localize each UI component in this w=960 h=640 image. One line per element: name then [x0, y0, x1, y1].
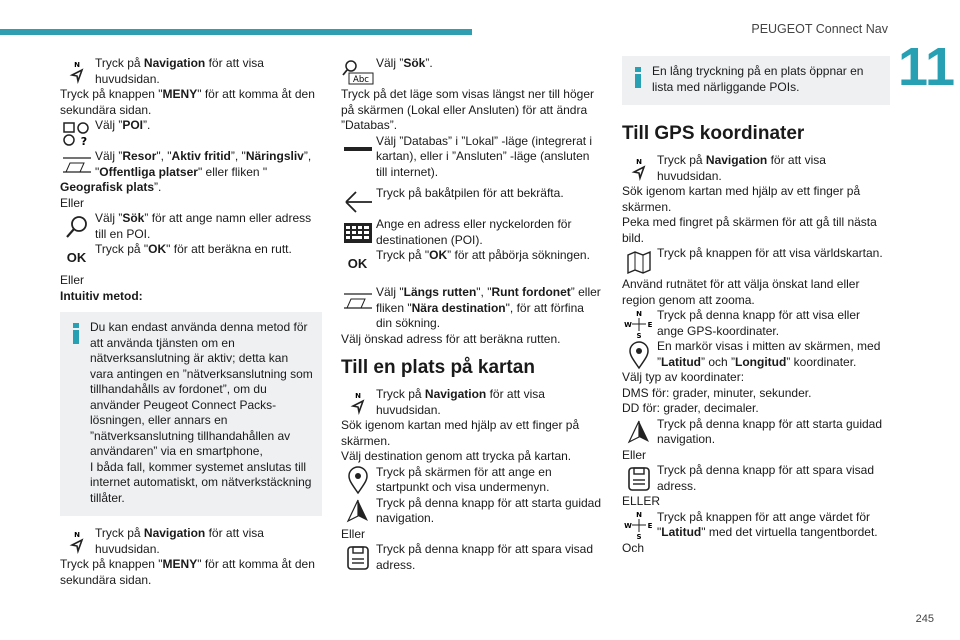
paragraph: Välj typ av koordinater:: [622, 370, 745, 384]
paragraph: Eller: [60, 195, 85, 210]
step-text: Välj ”Resor", "Aktiv fritid”, "Näringsliv”, "Offentliga platser" eller fliken ": [95, 149, 312, 179]
step-text: Tryck på Navigation för att visa huvudsidan.: [95, 56, 264, 86]
step-world-map: [622, 246, 890, 277]
note-text: En lång tryckning på en plats öppnar en lista med närliggande POIs.: [652, 64, 864, 94]
step-text: Välj ”Databas” i ”Lokal” -läge (integrerat i kartan), eller i ”Ansluten” -läge (ansluten till internet).: [376, 133, 593, 179]
info-icon: [68, 320, 84, 344]
step-text: Ange en adress eller nyckelorden för destinationen (POI).: [376, 217, 572, 247]
step-text: Tryck på knappen för att ange värdet för "Latitud" med det virtuella tangentbordet.: [657, 509, 878, 539]
ok-button-icon: OK: [347, 255, 368, 271]
paragraph: Geografisk plats”.: [60, 180, 162, 194]
svg-text:N: N: [635, 309, 642, 318]
column-2: [341, 56, 603, 573]
paragraph: Tryck på knappen "MENY" för att komma åt den sekundära sidan.: [60, 87, 315, 117]
navigation-arrow-icon: [622, 153, 655, 184]
step-text: Tryck på knappen för att visa världskartan.: [657, 246, 883, 260]
info-icon: [630, 64, 646, 88]
paragraph: Använd rutnätet för att välja önskat land eller region genom att zooma.: [622, 277, 860, 307]
svg-text:?: ?: [80, 134, 87, 148]
paragraph: Tryck på det läge som visas längst ner till höger på skärmen (Lokal eller Ansluten) för att ändra ”Databas”.: [341, 87, 595, 132]
navigation-arrow-icon: [341, 387, 374, 418]
step-ok: [60, 242, 322, 273]
info-note: [60, 312, 322, 516]
step-text: Tryck på denna knapp för att starta guidad navigation.: [376, 495, 602, 525]
location-pin-icon: [622, 339, 655, 370]
step-text: Tryck på skärmen för att ange en startpunkt och visa undermenyn.: [376, 464, 552, 494]
step-marker: [622, 339, 890, 370]
step-save: [341, 542, 603, 573]
guidance-arrow-icon: [341, 496, 374, 527]
svg-text:N: N: [635, 157, 642, 166]
paragraph: Sök igenom kartan med hjälp av ett finger på skärmen.: [341, 418, 580, 448]
navigation-arrow-icon: [60, 526, 93, 557]
svg-text:Abc: Abc: [352, 74, 369, 85]
step-text: Tryck på denna knapp för att spara visad adress.: [657, 463, 875, 493]
step-marker: [341, 465, 603, 496]
compass-icon: [622, 510, 655, 541]
location-pin-icon: [341, 465, 374, 496]
step-ok: [341, 248, 603, 279]
svg-text:N: N: [73, 60, 80, 69]
paragraph: Eller: [622, 447, 647, 462]
step-text: Tryck på Navigation för att visa huvudsidan.: [657, 153, 826, 183]
svg-text:N: N: [635, 511, 642, 519]
step-text: Tryck på bakåtpilen för att bekräfta.: [376, 186, 564, 200]
step-text: En markör visas i mitten av skärmen, med ”Latitud” och ”Longitud” koordinater.: [657, 339, 881, 369]
ok-button-icon: OK: [66, 249, 87, 265]
poi-shapes-icon: [60, 118, 93, 149]
step-navigation: [622, 153, 890, 184]
paragraph: Och: [622, 540, 645, 555]
step-guidance: [622, 417, 890, 448]
step-search: [60, 211, 322, 242]
step-text: Välj ”Sök” för att ange namn eller adress till en POI.: [95, 211, 312, 241]
minus-bar-icon: [341, 134, 374, 165]
paragraph: Sök igenom kartan med hjälp av ett finger på skärmen.: [622, 184, 861, 214]
section-heading: Till GPS koordinater: [622, 123, 805, 144]
keyboard-icon: [341, 217, 374, 248]
save-icon: [341, 542, 374, 573]
step-categories: [60, 149, 322, 180]
paragraph-heading: Intuitiv metod:: [60, 288, 143, 303]
paragraph: Eller: [60, 273, 85, 287]
paragraph: ELLER: [622, 494, 661, 508]
step-navigation-2: [60, 526, 322, 557]
svg-text:S: S: [635, 533, 642, 540]
svg-text:W: W: [623, 522, 632, 530]
svg-text:N: N: [73, 530, 80, 539]
info-note: [622, 56, 890, 105]
section-heading: Till en plats på kartan: [341, 357, 535, 378]
svg-text:E: E: [647, 522, 652, 530]
step-navigation: [60, 56, 322, 87]
column-3: [622, 56, 890, 556]
note-text: Du kan endast använda denna metod för att använda tjänsten om en nätverksanslutning är aktiv; detta kan vara antingen en ”nätverksanslutning som tillhandahålls av fordonet”, om du använder Peugeot Connect Packs-lösningen, eller annars en ”nätverksanslutning tillhandahållen av användaren” via en smartphone, I båda fall, kommer systemet anslutas till internet automatiskt, om nätverkstäckning tillåter.: [90, 320, 313, 505]
step-save: [622, 463, 890, 494]
step-text: Tryck på denna knapp för att starta guidad navigation.: [657, 416, 883, 446]
paragraph: Välj destination genom att trycka på kartan.: [341, 449, 572, 463]
world-map-icon: [622, 246, 655, 277]
search-abc-icon: [341, 56, 374, 87]
step-text: Tryck på "OK” för att påbörja sökningen.: [376, 248, 590, 262]
tab-icon: [60, 149, 93, 180]
back-arrow-icon: [341, 186, 374, 217]
step-text: Välj "Längs rutten", "Runt fordonet” eller fliken "Nära destination", för att förfina din sökning.: [376, 285, 601, 330]
step-latitude: [622, 510, 890, 541]
step-poi: [60, 118, 322, 149]
paragraph: Tryck på knappen "MENY" för att komma åt den sekundära sidan.: [60, 557, 315, 587]
step-database: [341, 134, 603, 181]
guidance-arrow-icon: [622, 417, 655, 448]
svg-text:S: S: [635, 331, 642, 339]
step-text: Tryck på Navigation för att visa huvudsidan.: [95, 526, 264, 556]
paragraph: Eller: [341, 526, 366, 541]
compass-icon: [622, 308, 655, 339]
svg-text:N: N: [354, 391, 361, 400]
step-text: Tryck på denna knapp för att spara visad adress.: [376, 542, 594, 572]
step-guidance: [341, 496, 603, 527]
step-search-abc: [341, 56, 603, 87]
page-number: 245: [915, 613, 934, 625]
svg-text:W: W: [623, 320, 632, 329]
paragraph: Peka med fingret på skärmen för att gå till nästa bild.: [622, 215, 877, 245]
navigation-arrow-icon: [60, 56, 93, 87]
paragraph: DMS för: grader, minuter, sekunder.: [622, 385, 812, 400]
step-back: [341, 186, 603, 217]
step-text: Välj ”POI”.: [95, 118, 151, 132]
paragraph: DD för: grader, decimaler.: [622, 401, 759, 415]
step-gps: [622, 308, 890, 339]
step-text: Tryck på denna knapp för att visa eller ange GPS-koordinater.: [657, 308, 860, 338]
step-text: Välj ”Sök”.: [376, 56, 433, 70]
page-header-title: PEUGEOT Connect Nav: [751, 22, 888, 36]
save-icon: [622, 463, 655, 494]
step-navigation: [341, 387, 603, 418]
paragraph: Välj önskad adress för att beräkna rutten.: [341, 331, 561, 346]
tab-icon: [341, 285, 374, 316]
column-1: [60, 56, 322, 588]
search-icon: [60, 211, 93, 242]
step-keyboard: [341, 217, 603, 248]
step-text: Tryck på "OK" för att beräkna en rutt.: [95, 242, 292, 256]
step-text: Tryck på Navigation för att visa huvudsidan.: [376, 387, 545, 417]
header-accent-bar: [0, 29, 472, 35]
svg-text:E: E: [647, 320, 652, 329]
step-refine: [341, 285, 603, 332]
chapter-number: 11: [898, 37, 956, 97]
